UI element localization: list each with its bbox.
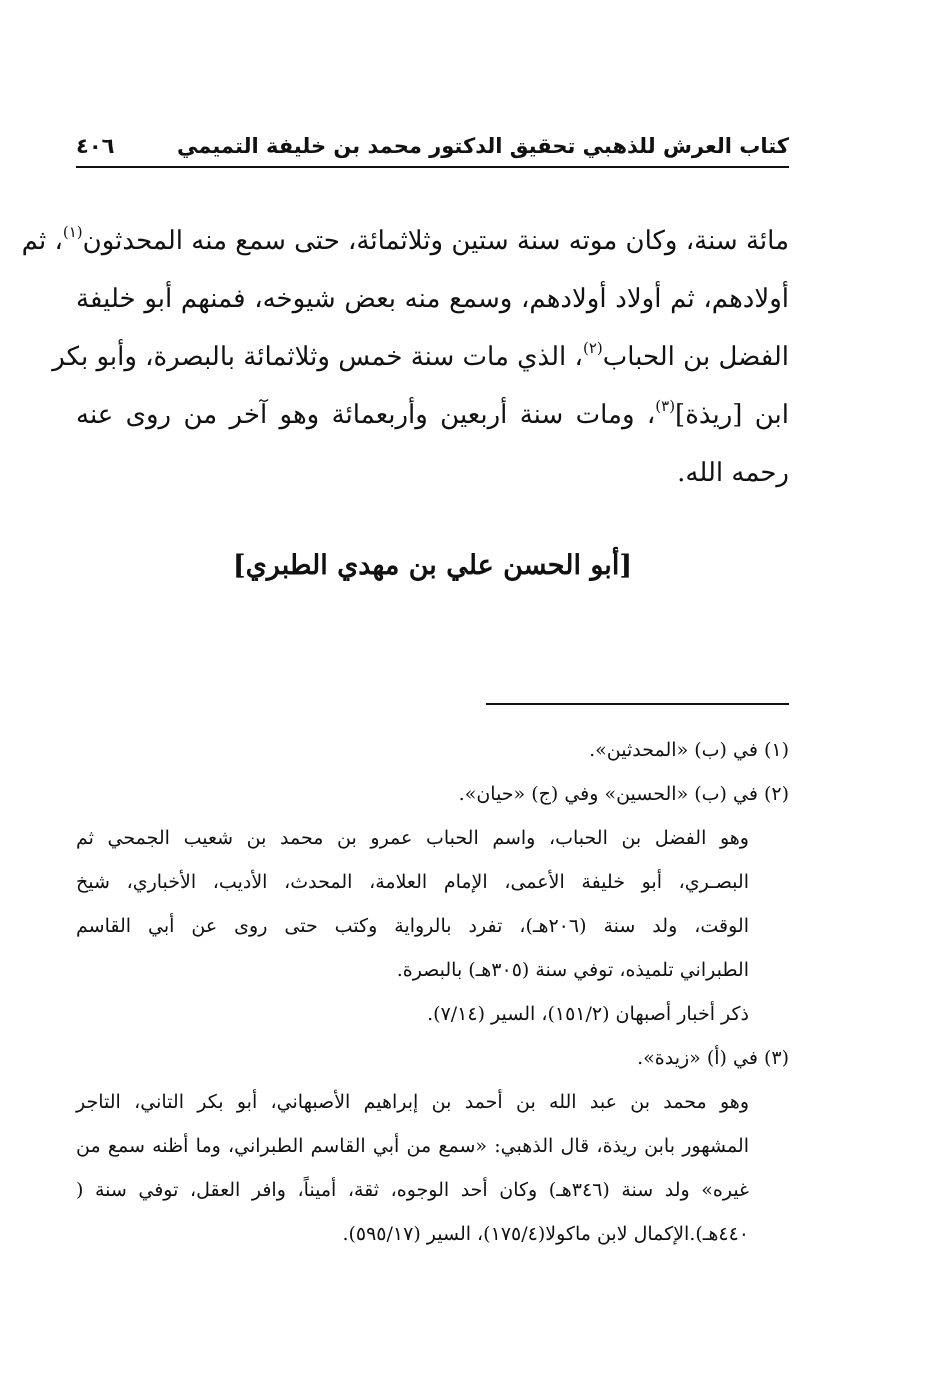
text-line: ابن [ريذة]$^{(٣)}$، ومات سنة أربعين وأربعمائة وهو آخر من روى عنه xyxy=(76,397,789,430)
footnote-1: (١) في (ب) «المحدثين». xyxy=(589,739,789,761)
footnote-2: (٢) في (ب) «الحسين» وفي (ج) «حيان». xyxy=(458,783,789,805)
footnote-2-line: البصـري، أبو خليفة الأعمى، الإمام العلامة، المحدث، الأديب، الأخباري، شيخ xyxy=(76,871,749,893)
page-number: ٤٠٦ xyxy=(76,134,115,158)
text-line: رحمه الله. xyxy=(677,458,789,488)
footnote-2-line: ذكر أخبار أصبهان (١٥١/٢)، السير (٧/١٤). xyxy=(427,1003,749,1025)
footnote-3-line: غيره» ولد سنة (٣٤٦هـ) وكان أحد الوجوه، ثقة، أميناً، وافر العقل، توفي سنة ( xyxy=(76,1179,749,1201)
running-title: كتاب العرش للذهبي تحقيق الدكتور محمد بن خليفة التميمي xyxy=(177,134,789,158)
section-title: [أبو الحسن علي بن مهدي الطبري] xyxy=(232,550,633,581)
footnotes xyxy=(76,728,789,1256)
footnote-2-line: الطبراني تلميذه، توفي سنة (٣٠٥هـ) بالبصرة. xyxy=(396,959,749,981)
running-header xyxy=(76,128,789,164)
footnote-ref: (١) xyxy=(62,223,83,242)
text-line: مائة سنة، وكان موته سنة ستين وثلاثمائة، حتى سمع منه المحدثون$^{(١)}$، ثم xyxy=(21,223,789,256)
footnote-2-line: وهو الفضل بن الحباب، واسم الحباب عمرو بن محمد بن شعيب الجمحي ثم xyxy=(76,827,749,849)
footnote-3-line: وهو محمد بن عبد الله بن أحمد بن إبراهيم الأصبهاني، أبو بكر التاني، التاجر xyxy=(76,1091,749,1113)
footnote-3: (٣) في (أ) «زيدة». xyxy=(637,1047,789,1069)
text-line: الفضل بن الحباب$^{(٢)}$، الذي مات سنة خمس وثلاثمائة بالبصرة، وأبو بكر xyxy=(52,339,789,372)
header-rule xyxy=(76,166,789,168)
footnote-rule xyxy=(486,703,789,705)
footnote-ref: (٣) xyxy=(655,397,676,416)
main-text xyxy=(21,212,789,502)
footnote-ref: (٢) xyxy=(582,339,603,358)
footnote-3-line: المشهور بابن ريذة، قال الذهبي: «سمع من أبي القاسم الطبراني، وما أظنه سمع من xyxy=(76,1135,749,1157)
footnote-2-line: الوقت، ولد سنة (٢٠٦هـ)، تفرد بالرواية وكتب حتى روى عن أبي القاسم xyxy=(76,915,749,937)
text-line: أولادهم، ثم أولاد أولادهم، وسمع منه بعض شيوخه، فمنهم أبو خليفة xyxy=(76,284,789,314)
footnote-3-line: ٤٤٠هـ).الإكمال لابن ماكولا(١٧٥/٤)، السير (٥٩٥/١٧). xyxy=(342,1223,749,1245)
